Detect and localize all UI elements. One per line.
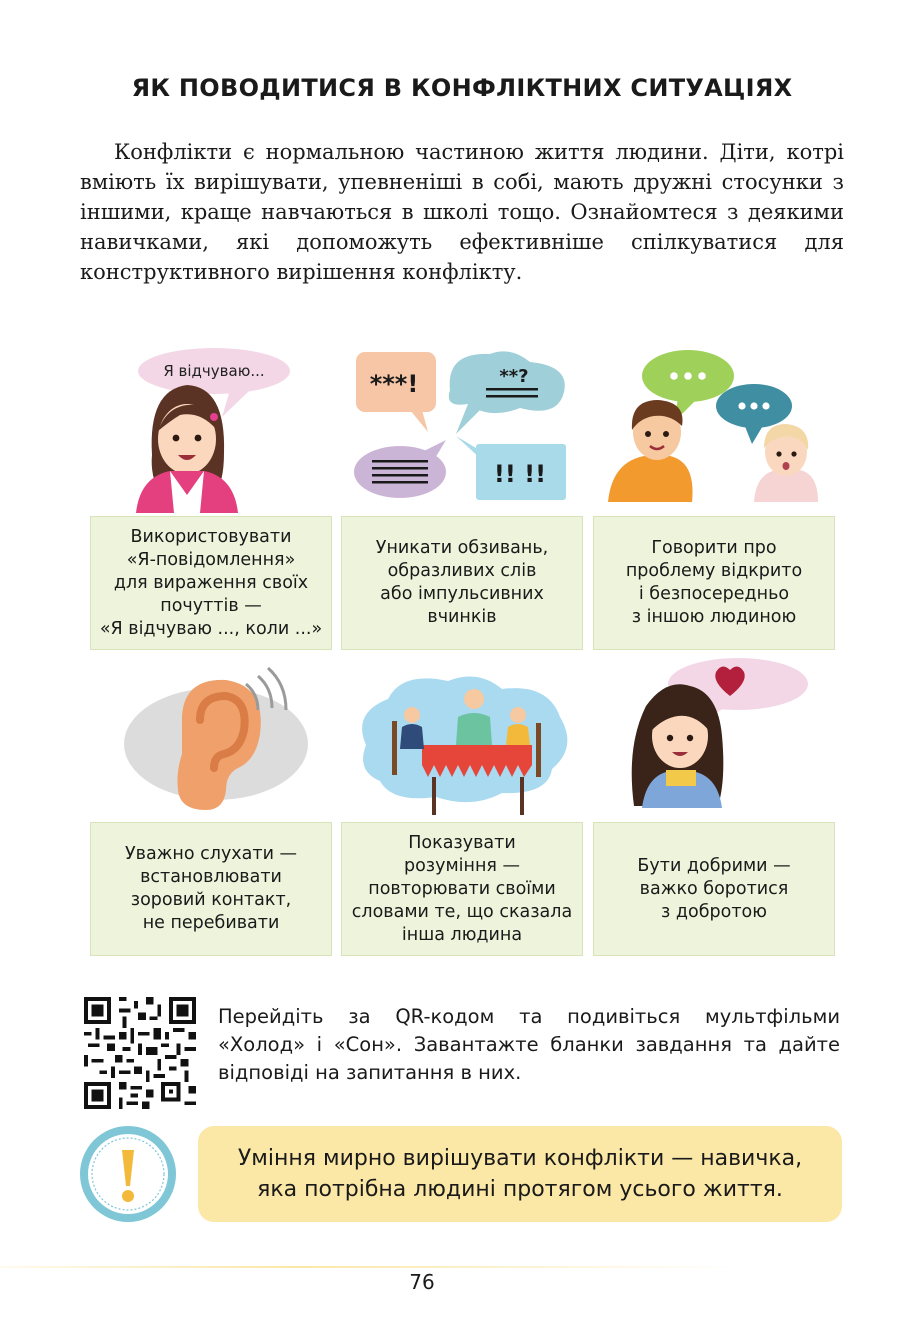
girl-heart-illustration [626,656,812,808]
speech-bubble-text: Я відчуваю... [163,362,265,380]
tip-card-listen: Уважно слухати — встановлювати зоровий контакт, не перебивати [90,822,332,956]
family-table-illustration [352,673,574,819]
svg-text:***!: ***! [369,370,419,398]
qr-code-icon[interactable] [84,997,196,1109]
tip-card-show-understanding: Показувати розуміння — повторювати своїми словами те, що сказала інша людина [341,822,583,956]
exclamation-icon [78,1124,178,1224]
intro-paragraph: Конфлікти є нормальною частиною життя людини. Діти, котрі вміють їх вирішувати, упевненіші в собі, мають дружні стосунки з іншими, краще навчаються в школі тощо. Ознайомтеся з деякими навичками, які допоможуть ефективніше спілкуватися для конструктивного вирішення конфлікту. [80,140,844,284]
kids-talking-illustration [604,350,824,502]
angry-bubbles-illustration [350,348,572,506]
tip-card-be-kind: Бути добрими — важко боротися з добротою [593,822,835,956]
page-title: ЯК ПОВОДИТИСЯ В КОНФЛІКТНИХ СИТУАЦІЯХ [131,74,793,102]
tip-card-talk-openly: Говорити про проблему відкрито і безпосередньо з іншою людиною [593,516,835,650]
key-message-box: Уміння мирно вирішувати конфлікти — навичка, яка потрібна людині протягом усього життя. [198,1126,842,1222]
ear-illustration [122,664,312,814]
svg-text:**?: **? [499,366,529,387]
qr-instructions-text: Перейдіть за QR-кодом та подивіться мультфільми «Холод» і «Сон». Завантажте бланки завдання та дайте відповіді на запитання в них. [218,1005,840,1084]
svg-text:!! !!: !! !! [493,460,547,488]
girl-speaking-illustration [130,345,310,513]
page-number: 76 [409,1270,435,1294]
footer-divider [0,1266,740,1268]
tip-card-avoid-insults: Уникати обзивань, образливих слів або імпульсивних вчинків [341,516,583,650]
tip-card-i-message: Використовувати «Я-повідомлення» для вираження своїх почуттів — «Я відчуваю ..., коли ...» [90,516,332,650]
